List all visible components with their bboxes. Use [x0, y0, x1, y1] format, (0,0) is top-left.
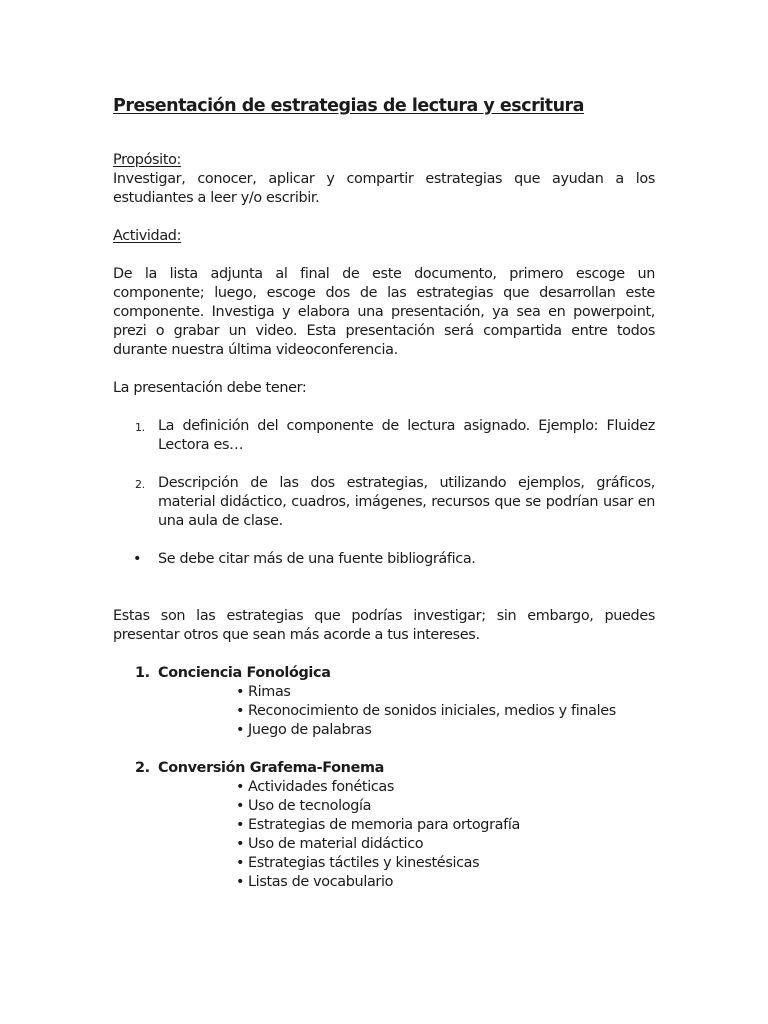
- strategy-name: Conversión Grafema-Fonema: [158, 760, 384, 776]
- strategy-number: 1.: [135, 665, 150, 681]
- strategy-item-text: Juego de palabras: [248, 722, 372, 738]
- strategy-item: [236, 816, 655, 835]
- strategy-item-text: Actividades fonéticas: [248, 779, 395, 795]
- requirement-marker: 2.: [135, 478, 145, 491]
- purpose-text: Investigar, conocer, aplicar y compartir estrategias que ayudan a los estudiantes a leer y/o escribir.: [113, 171, 655, 206]
- bullet-marker: •: [236, 798, 245, 814]
- document-title: Presentación de estrategias de lectura y escritura: [113, 96, 584, 116]
- bullet-marker: •: [133, 551, 142, 567]
- bullet-marker: •: [236, 817, 245, 833]
- strategy-name: Conciencia Fonológica: [158, 665, 331, 681]
- strategy-item-text: Rimas: [248, 684, 291, 700]
- citation-list: [113, 550, 655, 569]
- purpose-heading: Propósito:: [113, 152, 182, 168]
- requirement-item: [113, 417, 655, 455]
- strategy-item: [236, 778, 655, 797]
- strategy-item-text: Reconocimiento de sonidos iniciales, medios y finales: [248, 703, 616, 719]
- strategy-item-text: Listas de vocabulario: [248, 874, 394, 890]
- strategy-item: [236, 683, 655, 702]
- requirements-list: [113, 417, 655, 531]
- strategies-intro: Estas son las estrategias que podrías investigar; sin embargo, puedes presentar otros que sean más acorde a tus intereses.: [113, 608, 655, 643]
- strategy-item-text: Estrategias táctiles y kinestésicas: [248, 855, 480, 871]
- bullet-marker: •: [236, 722, 245, 738]
- strategy-items: [113, 778, 655, 892]
- activity-heading: Actividad:: [113, 228, 182, 244]
- bullet-marker: •: [236, 874, 245, 890]
- activity-text: De la lista adjunta al final de este documento, primero escoge un componente; luego, escoge dos de las estrategias que desarrollan este componente. Investiga y elabora una presentación, ya sea en powerpoint, prezi o grabar un video. Esta presentación será compartida entre todos durante nuestra última videoconferencia.: [113, 266, 655, 358]
- requirement-item: [113, 474, 655, 531]
- strategy-group: [113, 664, 655, 740]
- strategy-item: [236, 702, 655, 721]
- strategy-item: [236, 797, 655, 816]
- requirements-intro: La presentación debe tener:: [113, 380, 307, 396]
- bullet-marker: •: [236, 836, 245, 852]
- bullet-marker: •: [236, 703, 245, 719]
- strategy-item-text: Uso de material didáctico: [248, 836, 424, 852]
- bullet-marker: •: [236, 779, 245, 795]
- bullet-marker: •: [236, 684, 245, 700]
- strategy-item-text: Estrategias de memoria para ortografía: [248, 817, 520, 833]
- citation-text: Se debe citar más de una fuente bibliográfica.: [158, 551, 476, 567]
- bullet-marker: •: [236, 855, 245, 871]
- strategy-heading: [113, 664, 655, 683]
- strategy-items: [113, 683, 655, 740]
- requirement-text: Descripción de las dos estrategias, utilizando ejemplos, gráficos, material didáctico, cuadros, imágenes, recursos que se podrían usar en una aula de clase.: [158, 475, 655, 529]
- citation-item: [113, 550, 655, 569]
- strategy-item: [236, 721, 655, 740]
- strategy-group: [113, 759, 655, 892]
- document-body: [113, 94, 655, 892]
- requirement-marker: 1.: [135, 421, 145, 434]
- strategy-item: [236, 835, 655, 854]
- strategy-item: [236, 873, 655, 892]
- strategy-item-text: Uso de tecnología: [248, 798, 372, 814]
- requirement-text: La definición del componente de lectura asignado. Ejemplo: Fluidez Lectora es…: [158, 418, 655, 453]
- strategy-heading: [113, 759, 655, 778]
- strategy-item: [236, 854, 655, 873]
- strategy-number: 2.: [135, 760, 150, 776]
